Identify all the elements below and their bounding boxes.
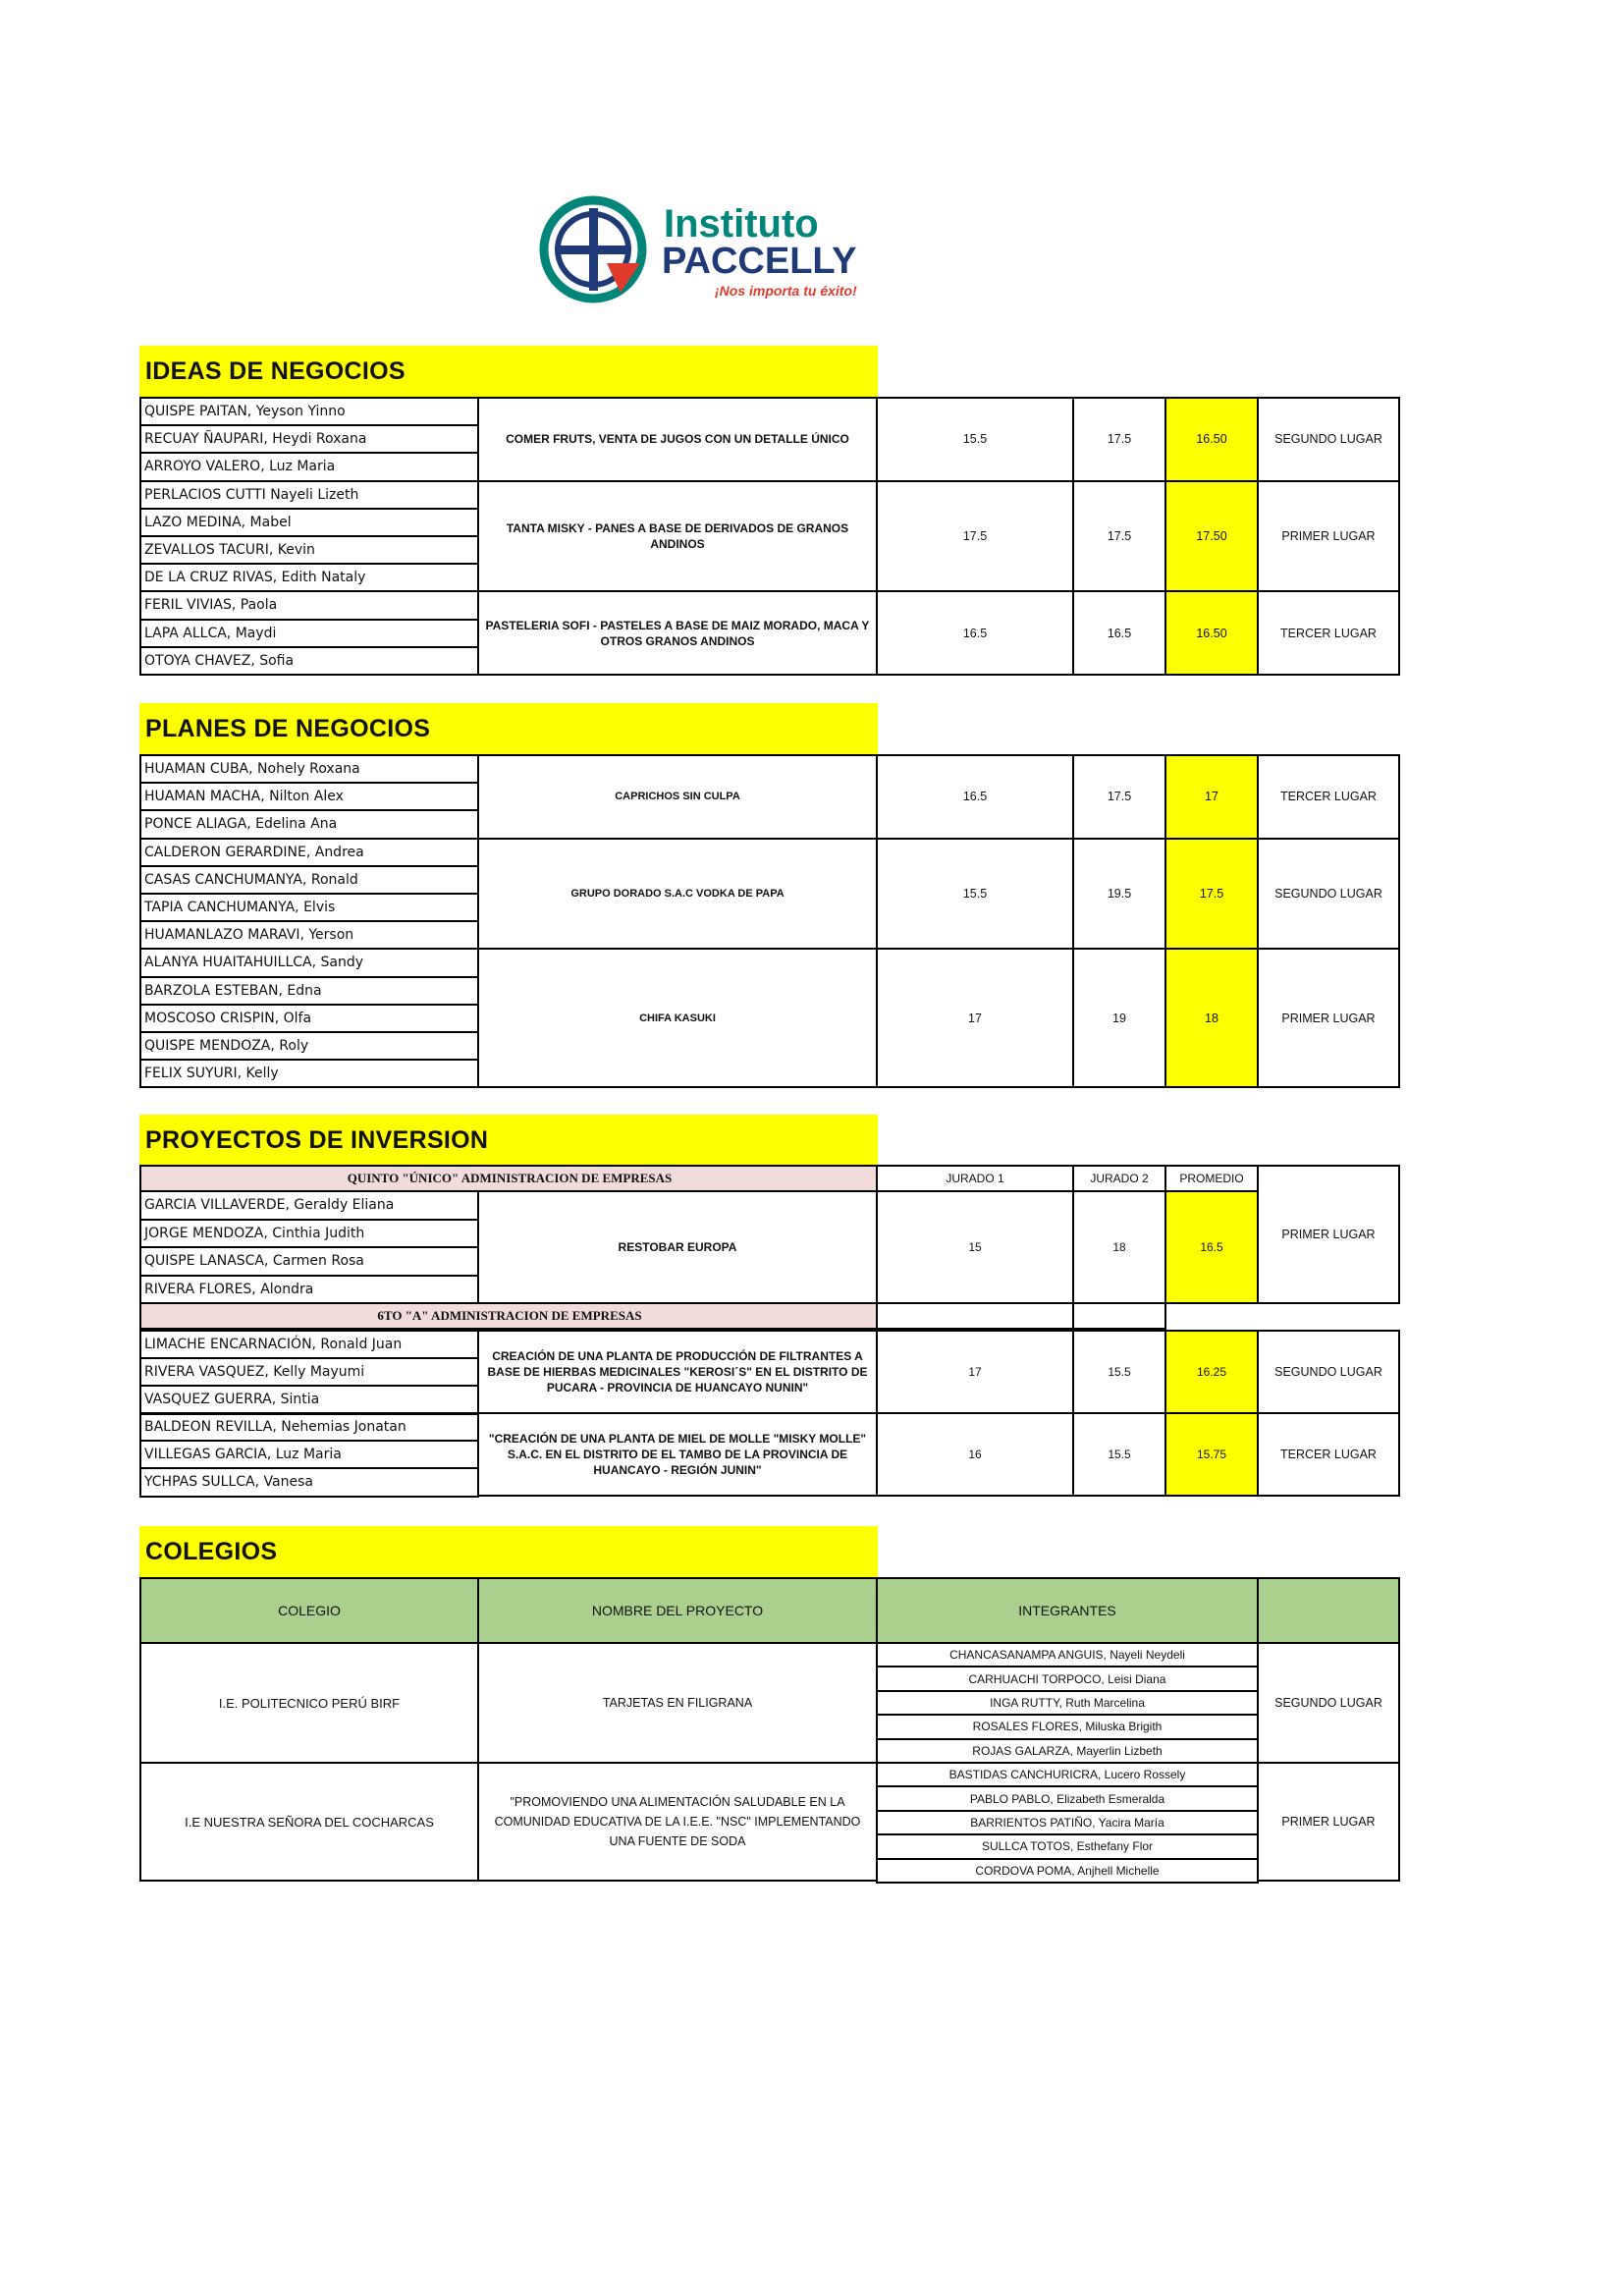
jurado2-score: 17.5 [1072,754,1166,840]
g1-place: PRIMER LUGAR [1257,1165,1400,1304]
proyectos-title: PROYECTOS DE INVERSION [139,1115,878,1166]
g1-promedio: 16.5 [1164,1190,1259,1304]
member-name: LAZO MEDINA, Mabel [139,508,479,537]
member-name: PONCE ALIAGA, Edelina Ana [139,809,479,839]
section1-header: QUINTO "ÚNICO" ADMINISTRACION DE EMPRESAS [139,1165,878,1192]
member-name: HUAMAN MACHA, Nilton Alex [139,782,479,811]
g1-project: RESTOBAR EUROPA [477,1190,878,1304]
col-colegio: COLEGIO [139,1577,479,1644]
project-name: CAPRICHOS SIN CULPA [477,754,878,840]
g2-place: SEGUNDO LUGAR [1257,1330,1400,1414]
jurado2-score: 16.5 [1072,590,1166,676]
place-label: SEGUNDO LUGAR [1257,397,1400,482]
g2-promedio: 16.25 [1164,1330,1259,1414]
jurado1-score: 15.5 [876,838,1074,951]
integrante-name: CORDOVA POMA, Anjhell Michelle [876,1858,1259,1884]
g2-jurado1: 17 [876,1330,1074,1414]
school-2-project: "PROMOVIENDO UNA ALIMENTACIÓN SALUDABLE EN LA COMUNIDAD EDUCATIVA DE LA I.E.E. "NSC" IMPLEMENTANDO UNA FUENTE DE SODA [477,1762,878,1882]
member-name: CASAS CANCHUMANYA, Ronald [139,865,479,895]
place-label: PRIMER LUGAR [1257,480,1400,593]
integrante-name: ROJAS GALARZA, Mayerlin Lizbeth [876,1738,1259,1764]
member-name: VASQUEZ GUERRA, Sintia [139,1385,479,1414]
member-name: CALDERON GERARDINE, Andrea [139,838,479,867]
colegios-title: COLEGIOS [139,1526,878,1577]
jurado1-score: 16.5 [876,754,1074,840]
g1-jurado2: 18 [1072,1190,1166,1304]
project-name: COMER FRUTS, VENTA DE JUGOS CON UN DETALLE ÚNICO [477,397,878,482]
institute-logo [538,194,872,304]
average-score: 18 [1164,948,1259,1088]
member-name: HUAMAN CUBA, Nohely Roxana [139,754,479,784]
integrante-name: ROSALES FLORES, Miluska Brigith [876,1714,1259,1739]
member-name: LIMACHE ENCARNACIÓN, Ronald Juan [139,1330,479,1359]
logo-slogan: ¡Nos importa tu éxito! [715,283,857,299]
integrante-name: CHANCASANAMPA ANGUIS, Nayeli Neydeli [876,1642,1259,1667]
member-name: VILLEGAS GARCIA, Luz Maria [139,1440,479,1469]
integrante-name: SULLCA TOTOS, Esthefany Flor [876,1833,1259,1859]
member-name: RIVERA FLORES, Alondra [139,1275,479,1305]
ideas-title: IDEAS DE NEGOCIOS [139,346,878,397]
project-name: TANTA MISKY - PANES A BASE DE DERIVADOS DE GRANOS ANDINOS [477,480,878,593]
paccelly-emblem-icon [538,194,648,304]
g3-project: "CREACIÓN DE UNA PLANTA DE MIEL DE MOLLE "MISKY MOLLE" S.A.C. EN EL DISTRITO DE EL TAMBO DE LA PROVINCIA DE HUANCAYO - REGIÓN JUNIN" [477,1412,878,1497]
logo-line1: Instituto [664,202,819,246]
project-name: GRUPO DORADO S.A.C VODKA DE PAPA [477,838,878,951]
jurado2-score: 19 [1072,948,1166,1088]
col-promedio: PROMEDIO [1164,1165,1259,1192]
place-label: TERCER LUGAR [1257,590,1400,676]
project-name: PASTELERIA SOFI - PASTELES A BASE DE MAIZ MORADO, MACA Y OTROS GRANOS ANDINOS [477,590,878,676]
col-jurado2: JURADO 2 [1072,1165,1166,1192]
average-score: 16.50 [1164,397,1259,482]
col-jurado1: JURADO 1 [876,1165,1074,1192]
member-name: GARCIA VILLAVERDE, Geraldy Eliana [139,1190,479,1221]
school-1: I.E. POLITECNICO PERÚ BIRF [139,1642,479,1764]
average-score: 17.50 [1164,480,1259,593]
col-proyecto: NOMBRE DEL PROYECTO [477,1577,878,1644]
school-2: I.E NUESTRA SEÑORA DEL COCHARCAS [139,1762,479,1882]
member-name: OTOYA CHAVEZ, Sofia [139,646,479,676]
section2-blank-2 [1072,1302,1166,1330]
member-name: FELIX SUYURI, Kelly [139,1059,479,1088]
school-1-place: SEGUNDO LUGAR [1257,1642,1400,1764]
place-label: TERCER LUGAR [1257,754,1400,840]
member-name: HUAMANLAZO MARAVI, Yerson [139,920,479,950]
average-score: 17 [1164,754,1259,840]
school-2-place: PRIMER LUGAR [1257,1762,1400,1882]
planes-title: PLANES DE NEGOCIOS [139,703,878,754]
school-1-project: TARJETAS EN FILIGRANA [477,1642,878,1764]
col-lugar [1257,1577,1400,1644]
member-name: RECUAY ÑAUPARI, Heydi Roxana [139,424,479,454]
jurado2-score: 17.5 [1072,480,1166,593]
member-name: QUISPE MENDOZA, Roly [139,1031,479,1061]
member-name: FERIL VIVIAS, Paola [139,590,479,620]
jurado1-score: 17.5 [876,480,1074,593]
member-name: QUISPE LANASCA, Carmen Rosa [139,1246,479,1277]
g3-jurado2: 15.5 [1072,1412,1166,1497]
member-name: MOSCOSO CRISPIN, Olfa [139,1004,479,1033]
section2-header: 6TO "A" ADMINISTRACION DE EMPRESAS [139,1302,878,1330]
integrante-name: PABLO PABLO, Elizabeth Esmeralda [876,1785,1259,1811]
jurado2-score: 17.5 [1072,397,1166,482]
integrante-name: BARRIENTOS PATIÑO, Yacira María [876,1810,1259,1835]
member-name: LAPA ALLCA, Maydi [139,619,479,648]
member-name: PERLACIOS CUTTI Nayeli Lizeth [139,480,479,510]
member-name: ZEVALLOS TACURI, Kevin [139,535,479,565]
member-name: DE LA CRUZ RIVAS, Edith Nataly [139,563,479,592]
g3-place: TERCER LUGAR [1257,1412,1400,1497]
member-name: BALDEON REVILLA, Nehemias Jonatan [139,1412,479,1442]
integrante-name: CARHUACHI TORPOCO, Leisi Diana [876,1666,1259,1691]
member-name: JORGE MENDOZA, Cinthia Judith [139,1219,479,1249]
integrante-name: BASTIDAS CANCHURICRA, Lucero Rossely [876,1762,1259,1787]
jurado1-score: 17 [876,948,1074,1088]
member-name: ARROYO VALERO, Luz Maria [139,452,479,481]
average-score: 16.50 [1164,590,1259,676]
col-integrantes: INTEGRANTES [876,1577,1259,1644]
project-name: CHIFA KASUKI [477,948,878,1088]
place-label: SEGUNDO LUGAR [1257,838,1400,951]
member-name: TAPIA CANCHUMANYA, Elvis [139,893,479,922]
jurado1-score: 15.5 [876,397,1074,482]
member-name: YCHPAS SULLCA, Vanesa [139,1467,479,1497]
member-name: QUISPE PAITAN, Yeyson Yinno [139,397,479,426]
member-name: RIVERA VASQUEZ, Kelly Mayumi [139,1357,479,1387]
place-label: PRIMER LUGAR [1257,948,1400,1088]
g2-project: CREACIÓN DE UNA PLANTA DE PRODUCCIÓN DE FILTRANTES A BASE DE HIERBAS MEDICINALES "KEROSI´S" EN EL DISTRITO DE PUCARA - PROVINCIA DE HUANCAYO NUNIN" [477,1330,878,1414]
member-name: BARZOLA ESTEBAN, Edna [139,976,479,1006]
g3-promedio: 15.75 [1164,1412,1259,1497]
average-score: 17.5 [1164,838,1259,951]
jurado1-score: 16.5 [876,590,1074,676]
member-name: ALANYA HUAITAHUILLCA, Sandy [139,948,479,977]
jurado2-score: 19.5 [1072,838,1166,951]
g3-jurado1: 16 [876,1412,1074,1497]
section2-blank-1 [876,1302,1074,1330]
g2-jurado2: 15.5 [1072,1330,1166,1414]
integrante-name: INGA RUTTY, Ruth Marcelina [876,1690,1259,1716]
logo-line2: PACCELLY [662,241,857,282]
g1-jurado1: 15 [876,1190,1074,1304]
